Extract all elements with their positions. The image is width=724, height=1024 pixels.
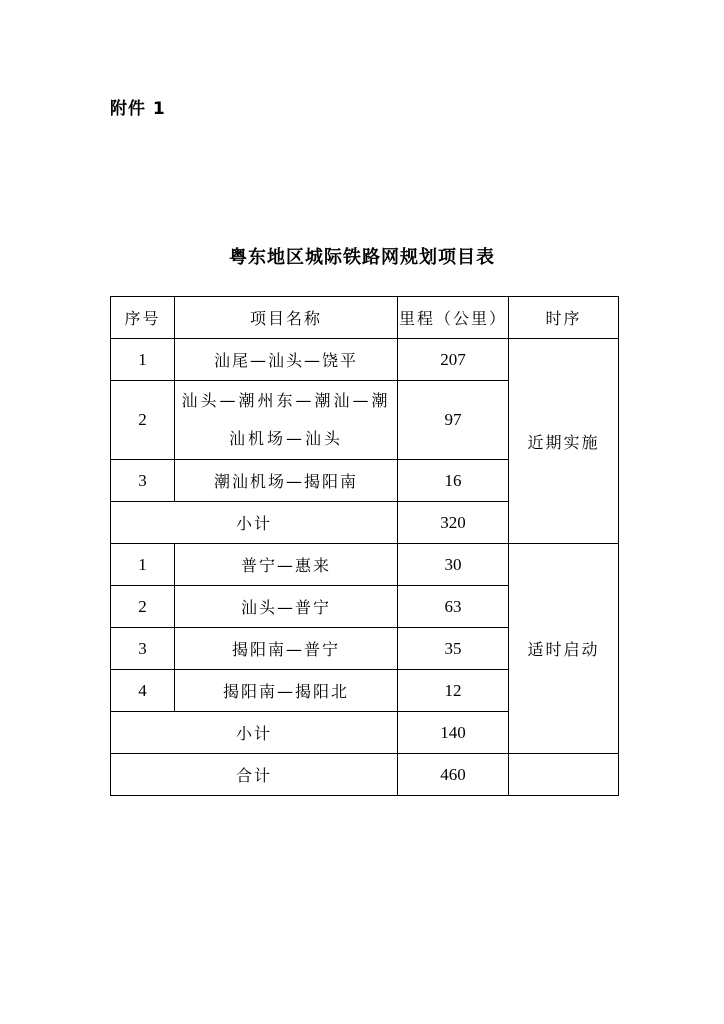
table-title: 粤东地区城际铁路网规划项目表 bbox=[229, 247, 495, 268]
row-mileage: 63 bbox=[398, 586, 509, 628]
railway-plan-table bbox=[110, 296, 619, 796]
row-mileage: 30 bbox=[398, 544, 509, 586]
total-label: 合计 bbox=[111, 754, 398, 796]
total-phase-cell bbox=[509, 754, 619, 796]
phase-cell-timely-start: 适时启动 bbox=[509, 544, 619, 754]
row-name-line-2: 汕机场—汕头 bbox=[228, 429, 343, 448]
row-name: 汕尾—汕头—饶平 bbox=[175, 339, 398, 381]
table-row bbox=[111, 544, 619, 586]
row-seq: 4 bbox=[111, 670, 175, 712]
row-seq: 2 bbox=[111, 586, 175, 628]
row-mileage: 97 bbox=[398, 381, 509, 460]
row-name-line-1: 汕头—潮州东—潮汕—潮 bbox=[181, 391, 391, 410]
row-name: 揭阳南—普宁 bbox=[175, 628, 398, 670]
attachment-label: 附件 1 bbox=[110, 99, 166, 119]
subtotal-value: 140 bbox=[398, 712, 509, 754]
subtotal-value: 320 bbox=[398, 502, 509, 544]
header-mileage: 里程（公里） bbox=[398, 297, 509, 339]
row-name bbox=[175, 381, 398, 460]
row-mileage: 35 bbox=[398, 628, 509, 670]
header-name: 项目名称 bbox=[175, 297, 398, 339]
phase-cell-near-term: 近期实施 bbox=[509, 339, 619, 544]
row-name: 汕头—普宁 bbox=[175, 586, 398, 628]
row-name: 潮汕机场—揭阳南 bbox=[175, 460, 398, 502]
row-seq: 1 bbox=[111, 544, 175, 586]
row-mileage: 207 bbox=[398, 339, 509, 381]
row-seq: 3 bbox=[111, 628, 175, 670]
row-mileage: 16 bbox=[398, 460, 509, 502]
row-seq: 3 bbox=[111, 460, 175, 502]
total-value: 460 bbox=[398, 754, 509, 796]
table-row bbox=[111, 339, 619, 381]
row-seq: 2 bbox=[111, 381, 175, 460]
total-row bbox=[111, 754, 619, 796]
row-name: 揭阳南—揭阳北 bbox=[175, 670, 398, 712]
header-phase: 时序 bbox=[509, 297, 619, 339]
header-seq: 序号 bbox=[111, 297, 175, 339]
table-header-row bbox=[111, 297, 619, 339]
row-seq: 1 bbox=[111, 339, 175, 381]
row-mileage: 12 bbox=[398, 670, 509, 712]
subtotal-label: 小计 bbox=[111, 712, 398, 754]
row-name: 普宁—惠来 bbox=[175, 544, 398, 586]
subtotal-label: 小计 bbox=[111, 502, 398, 544]
